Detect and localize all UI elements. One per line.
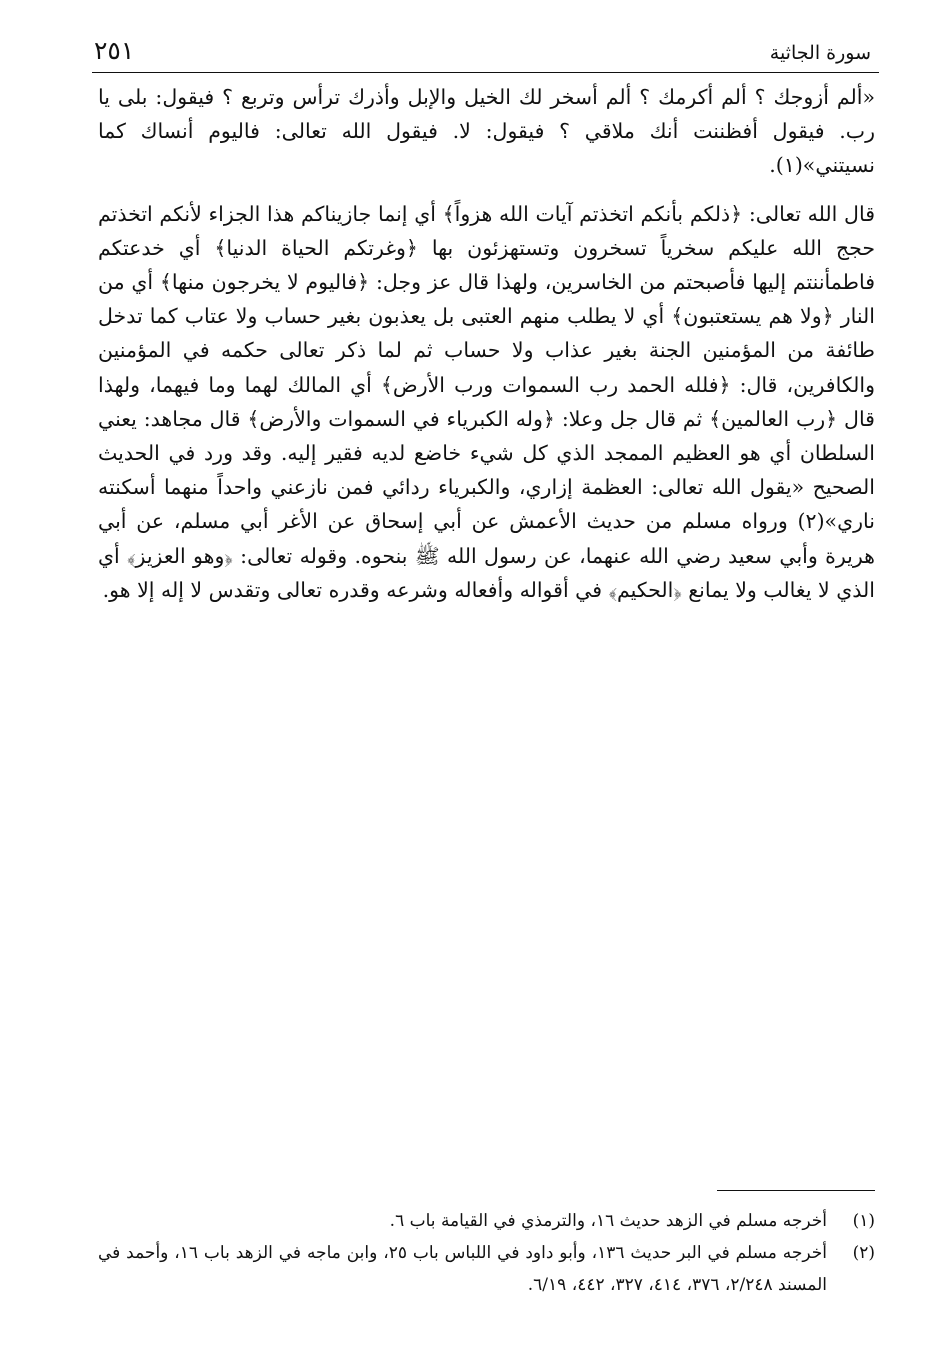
page-number: ٢٥١	[94, 36, 135, 65]
page-header	[92, 34, 879, 74]
footnote-text: أخرجه مسلم في الزهد حديث ١٦، والترمذي في القيامة باب ٦.	[389, 1211, 827, 1231]
footnote-marker: (١)	[852, 1211, 875, 1231]
header-divider	[92, 72, 879, 73]
footnote-2	[98, 1237, 875, 1301]
footnote-1	[98, 1205, 875, 1237]
paragraph-hadith-continuation: «ألم أزوجك ؟ ألم أكرمك ؟ ألم أسخر لك الخيل والإبل وأذرك ترأس وتربع ؟ فيقول: بلى يا رب. فيقول أفظننت أنك ملاقي ؟ فيقول: لا. فيقول الله تعالى: فاليوم أنساك كما نسيتني»(١).	[98, 85, 875, 178]
running-title: سورة الجاثية	[769, 42, 871, 64]
main-text	[98, 80, 875, 607]
footnote-marker: (٢)	[852, 1243, 875, 1263]
footnote-text: أخرجه مسلم في البر حديث ١٣٦، وأبو داود في اللباس باب ٢٥، وابن ماجه في الزهد باب ١٦، وأحمد في المسند ٢/٢٤٨، ٣٧٦، ٤١٤، ٣٢٧، ٤٤٢، ٦/١٩.	[98, 1243, 827, 1295]
footnote-divider	[717, 1190, 875, 1191]
footnotes	[98, 1205, 875, 1301]
paragraph-commentary: قال الله تعالى: ﴿ذلكم بأنكم اتخذتم آيات الله هزواً﴾ أي إنما جازيناكم هذا الجزاء لأنكم اتخذتم حجج الله عليكم سخرياً تسخرون وتستهزئون بها ﴿وغرتكم الحياة الدنيا﴾ أي خدعتكم فاطمأننتم إليها فأصبحتم من الخاسرين، ولهذا قال عز وجل: ﴿فاليوم لا يخرجون منها﴾ أي من النار ﴿ولا هم يستعتبون﴾ أي لا يطلب منهم العتبى بل يعذبون بغير حساب ولا عتاب كما تدخل طائفة من المؤمنين الجنة بغير عذاب ولا حساب ثم لما ذكر تعالى حكمه في المؤمنين والكافرين، قال: ﴿فلله الحمد رب السموات ورب الأرض﴾ أي المالك لهما وما فيهما، ولهذا قال ﴿رب العالمين﴾ ثم قال جل وعلا: ﴿وله الكبرياء في السموات والأرض﴾ قال مجاهد: يعني السلطان أي هو العظيم الممجد الذي كل شيء خاضع لديه فقير إليه. وقد ورد في الحديث الصحيح «يقول الله تعالى: العظمة إزاري، والكبرياء ردائي فمن نازعني واحداً منهما أسكنته ناري»(٢) ورواه مسلم من حديث الأعمش عن أبي إسحاق عن الأغر أبي مسلم، عن أبي هريرة وأبي سعيد رضي الله عنهما، عن رسول الله ﷺ بنحوه. وقوله تعالى: ﴿وهو العزيز﴾ أي الذي لا يغالب ولا يمانع ﴿الحكيم﴾ في أقواله وأفعاله وشرعه وقدره تعالى وتقدس لا إله إلا هو.	[98, 201, 875, 602]
